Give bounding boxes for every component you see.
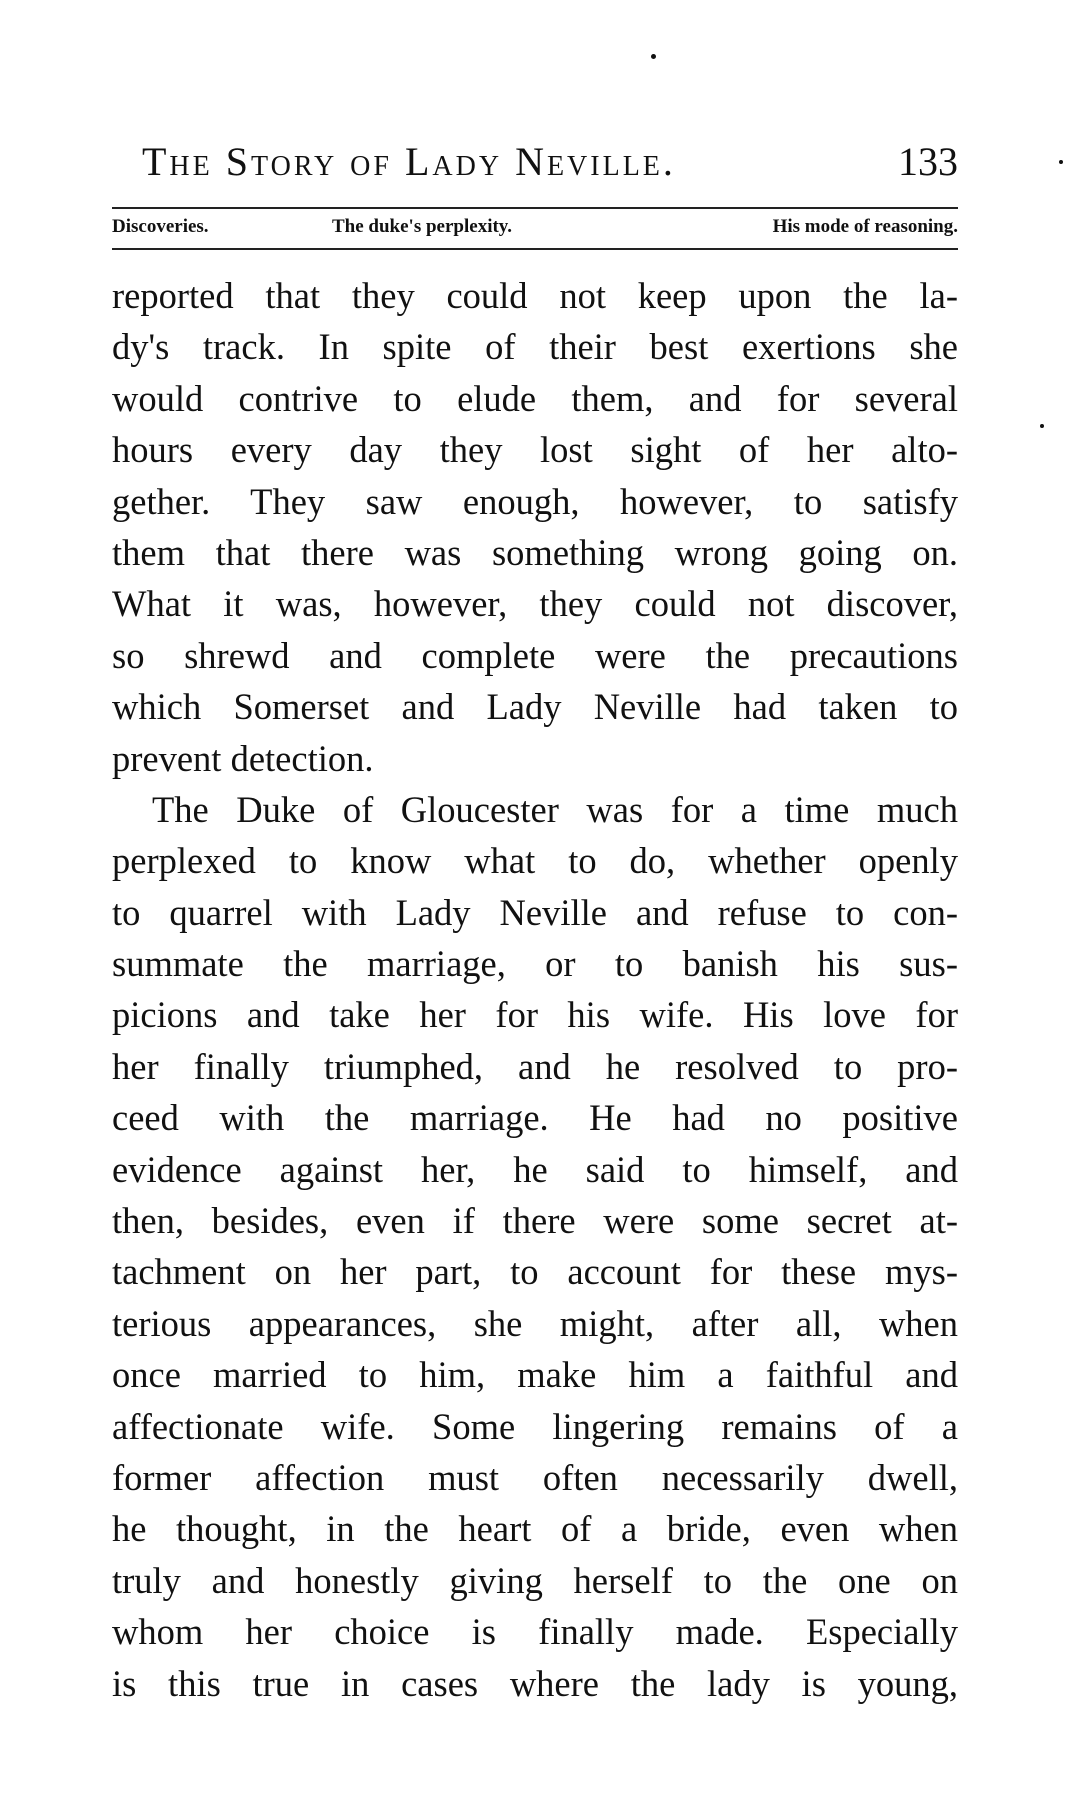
running-head [118, 138, 958, 188]
text-line: dy's track. In spite of their best exertions she [112, 326, 958, 368]
print-speck [651, 54, 656, 59]
running-title: The Story of Lady Neville. [142, 139, 676, 184]
headline-right: His mode of reasoning. [772, 216, 958, 237]
text-line: reported that they could not keep upon the la- [112, 275, 958, 316]
headline-left: Discoveries. [112, 216, 209, 237]
text-line: What it was, however, they could not discover, [112, 583, 958, 625]
text-line: ceed with the marriage. He had no positive [112, 1097, 958, 1139]
text-line: which Somerset and Lady Neville had taken to [112, 686, 958, 728]
text-line: evidence against her, he said to himself, and [112, 1148, 958, 1190]
headline-bottom-rule [112, 248, 958, 250]
paragraph-2 [112, 784, 958, 1709]
text-line: gether. They saw enough, however, to satisfy [112, 480, 958, 522]
text-line: to quarrel with Lady Neville and refuse to con- [112, 891, 958, 933]
page-headline [112, 214, 958, 244]
text-line: them that there was something wrong going on. [112, 531, 958, 573]
text-line: summate the marriage, or to banish his sus- [112, 943, 958, 985]
text-line: prevent detection. [112, 737, 374, 779]
text-line: picions and take her for his wife. His love for [112, 994, 958, 1036]
text-line: The Duke of Gloucester was for a time much [152, 788, 958, 830]
text-line: is this true in cases where the lady is young, [112, 1662, 958, 1704]
text-line: affectionate wife. Some lingering remains of a [112, 1405, 958, 1447]
paragraph-1 [112, 270, 958, 784]
text-line: would contrive to elude them, and for several [112, 377, 958, 419]
headline-top-rule [112, 207, 958, 209]
text-line: he thought, in the heart of a bride, even when [112, 1508, 958, 1550]
text-line: hours every day they lost sight of her alto- [112, 429, 958, 471]
text-line: once married to him, make him a faithful and [112, 1354, 958, 1396]
text-line: terious appearances, she might, after all, when [112, 1302, 958, 1344]
text-line: perplexed to know what to do, whether openly [112, 840, 958, 882]
page-number: 133 [898, 139, 958, 184]
text-line: whom her choice is finally made. Especially [112, 1611, 958, 1653]
text-line: former affection must often necessarily dwell, [112, 1456, 958, 1498]
text-line: so shrewd and complete were the precautions [112, 634, 958, 676]
print-speck [1059, 160, 1063, 164]
text-line: tachment on her part, to account for these mys- [112, 1251, 958, 1293]
text-line: her finally triumphed, and he resolved to pro- [112, 1045, 958, 1087]
print-speck [1040, 424, 1044, 428]
body-text [112, 270, 958, 1709]
text-line: truly and honestly giving herself to the one on [112, 1559, 958, 1601]
text-line: then, besides, even if there were some secret at- [112, 1200, 958, 1242]
headline-center: The duke's perplexity. [332, 216, 512, 237]
